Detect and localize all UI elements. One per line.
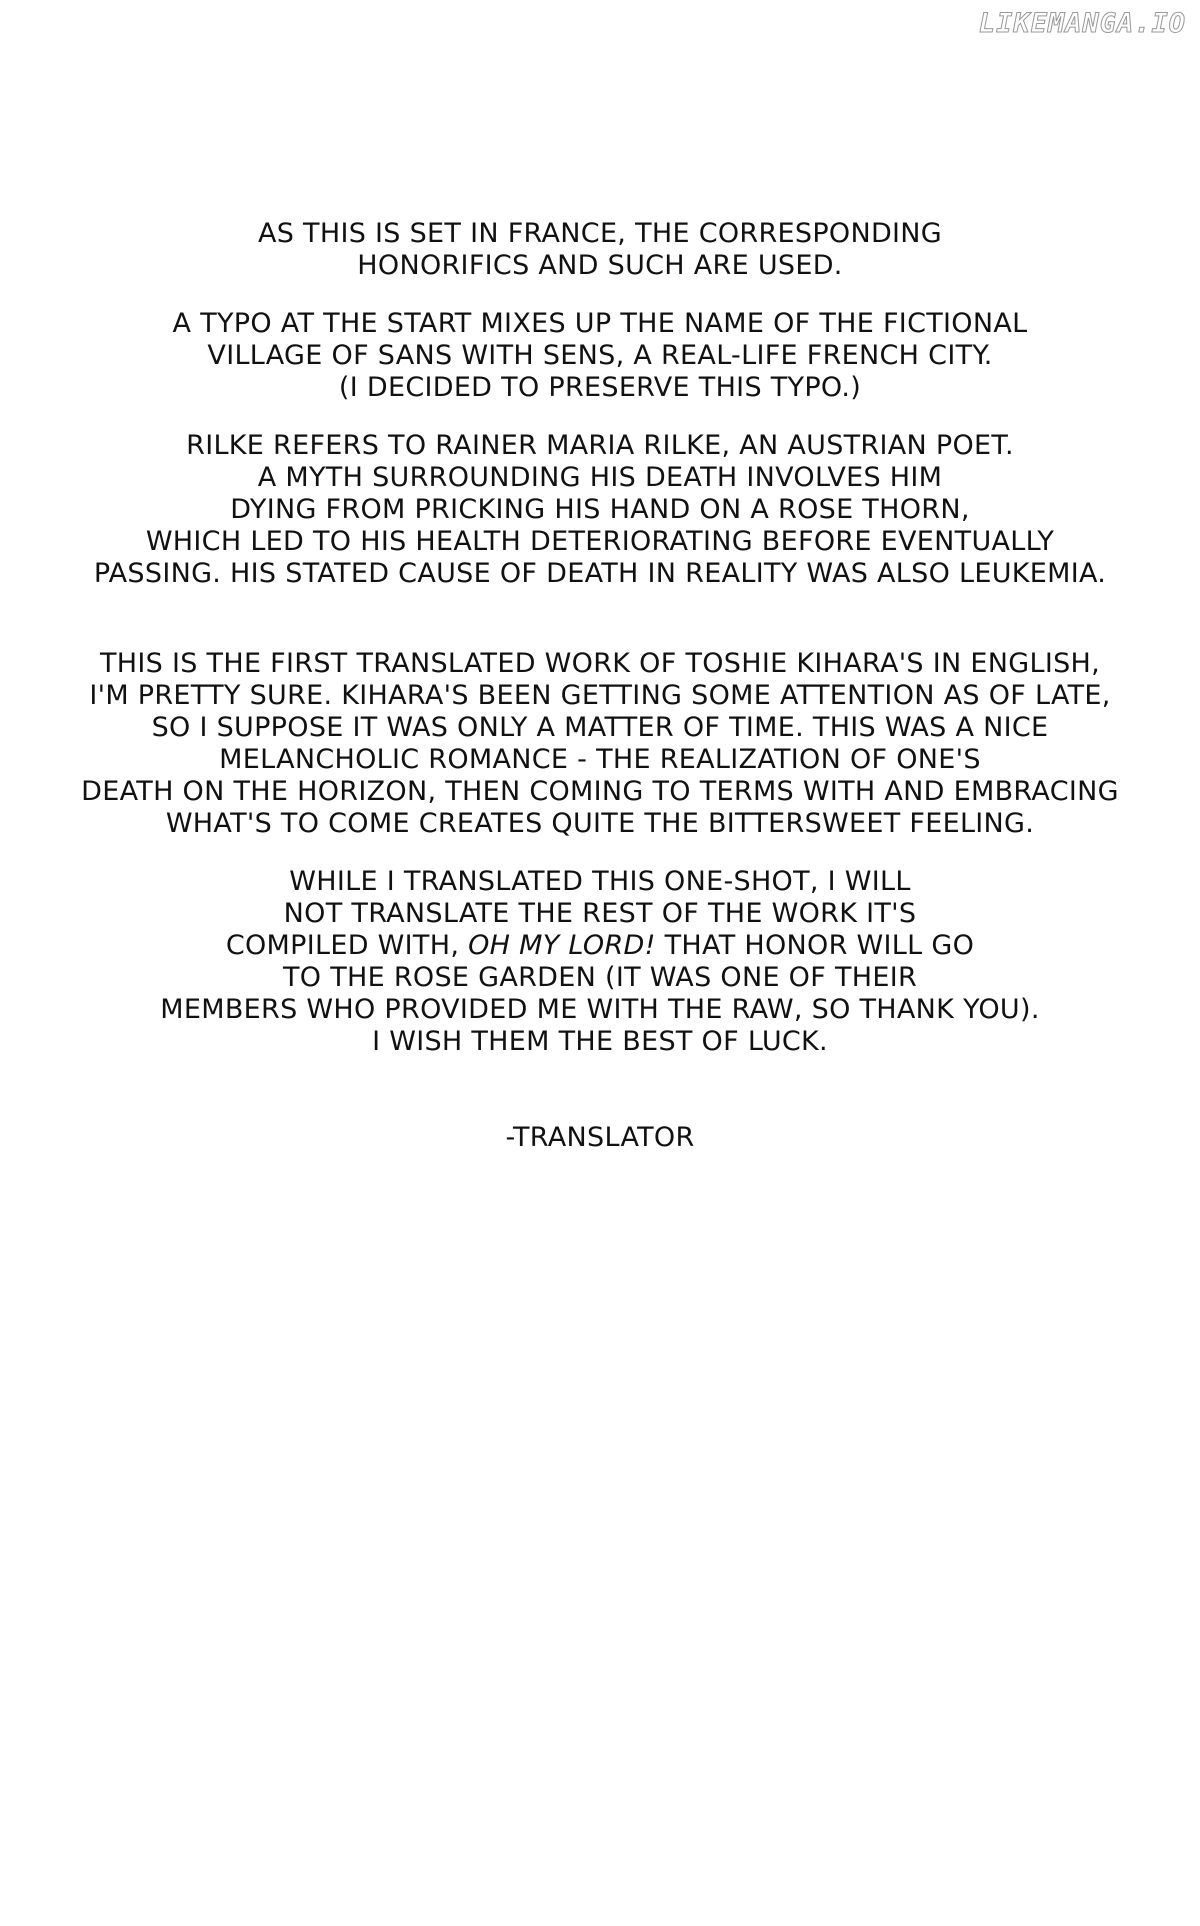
text-line: TO THE ROSE GARDEN (IT WAS ONE OF THEIR xyxy=(282,962,918,993)
text-line: THIS IS THE FIRST TRANSLATED WORK OF TOSHIE KIHARA'S IN ENGLISH, xyxy=(99,648,1101,679)
text-fragment: COMPILED WITH, xyxy=(225,930,469,961)
text-line: VILLAGE OF SANS WITH SENS, A REAL-LIFE FRENCH CITY. xyxy=(207,340,993,371)
text-line: WHICH LED TO HIS HEALTH DETERIORATING BEFORE EVENTUALLY xyxy=(145,526,1055,557)
signature xyxy=(0,1122,1200,1154)
work-title: OH MY LORD! xyxy=(468,930,656,961)
site-watermark: LIKEMANGA.IO xyxy=(978,8,1186,39)
note-typo xyxy=(0,308,1200,404)
text-line-with-title xyxy=(0,930,1200,962)
note-rilke xyxy=(0,430,1200,590)
text-line: RILKE REFERS TO RAINER MARIA RILKE, AN AUSTRIAN POET. xyxy=(186,430,1014,461)
text-line: DEATH ON THE HORIZON, THEN COMING TO TERMS WITH AND EMBRACING xyxy=(81,776,1119,807)
text-line: SO I SUPPOSE IT WAS ONLY A MATTER OF TIME. THIS WAS A NICE xyxy=(151,712,1049,743)
text-line: NOT TRANSLATE THE REST OF THE WORK IT'S xyxy=(283,898,917,929)
text-line: HONORIFICS AND SUCH ARE USED. xyxy=(357,250,843,281)
text-fragment: THAT HONOR WILL GO xyxy=(655,930,975,961)
text-line: WHILE I TRANSLATED THIS ONE-SHOT, I WILL xyxy=(289,866,911,897)
note-one-shot xyxy=(0,866,1200,1058)
text-line: WHAT'S TO COME CREATES QUITE THE BITTERSWEET FEELING. xyxy=(165,808,1035,839)
text-line: A MYTH SURROUNDING HIS DEATH INVOLVES HIM xyxy=(257,462,943,493)
text-line: MEMBERS WHO PROVIDED ME WITH THE RAW, SO THANK YOU). xyxy=(160,994,1040,1025)
text-line: DYING FROM PRICKING HIS HAND ON A ROSE THORN, xyxy=(230,494,970,525)
text-line: MELANCHOLIC ROMANCE - THE REALIZATION OF ONE'S xyxy=(219,744,981,775)
note-honorifics xyxy=(0,218,1200,282)
text-line: PASSING. HIS STATED CAUSE OF DEATH IN REALITY WAS ALSO LEUKEMIA. xyxy=(93,558,1107,589)
translator-notes xyxy=(0,218,1200,1154)
text-line: A TYPO AT THE START MIXES UP THE NAME OF THE FICTIONAL xyxy=(172,308,1028,339)
text-line: (I DECIDED TO PRESERVE THIS TYPO.) xyxy=(338,372,862,403)
note-kihara xyxy=(0,648,1200,840)
text-line: I WISH THEM THE BEST OF LUCK. xyxy=(372,1026,828,1057)
translator-signature: -TRANSLATOR xyxy=(505,1122,695,1153)
text-line: I'M PRETTY SURE. KIHARA'S BEEN GETTING SOME ATTENTION AS OF LATE, xyxy=(89,680,1111,711)
text-line: AS THIS IS SET IN FRANCE, THE CORRESPONDING xyxy=(257,218,943,249)
